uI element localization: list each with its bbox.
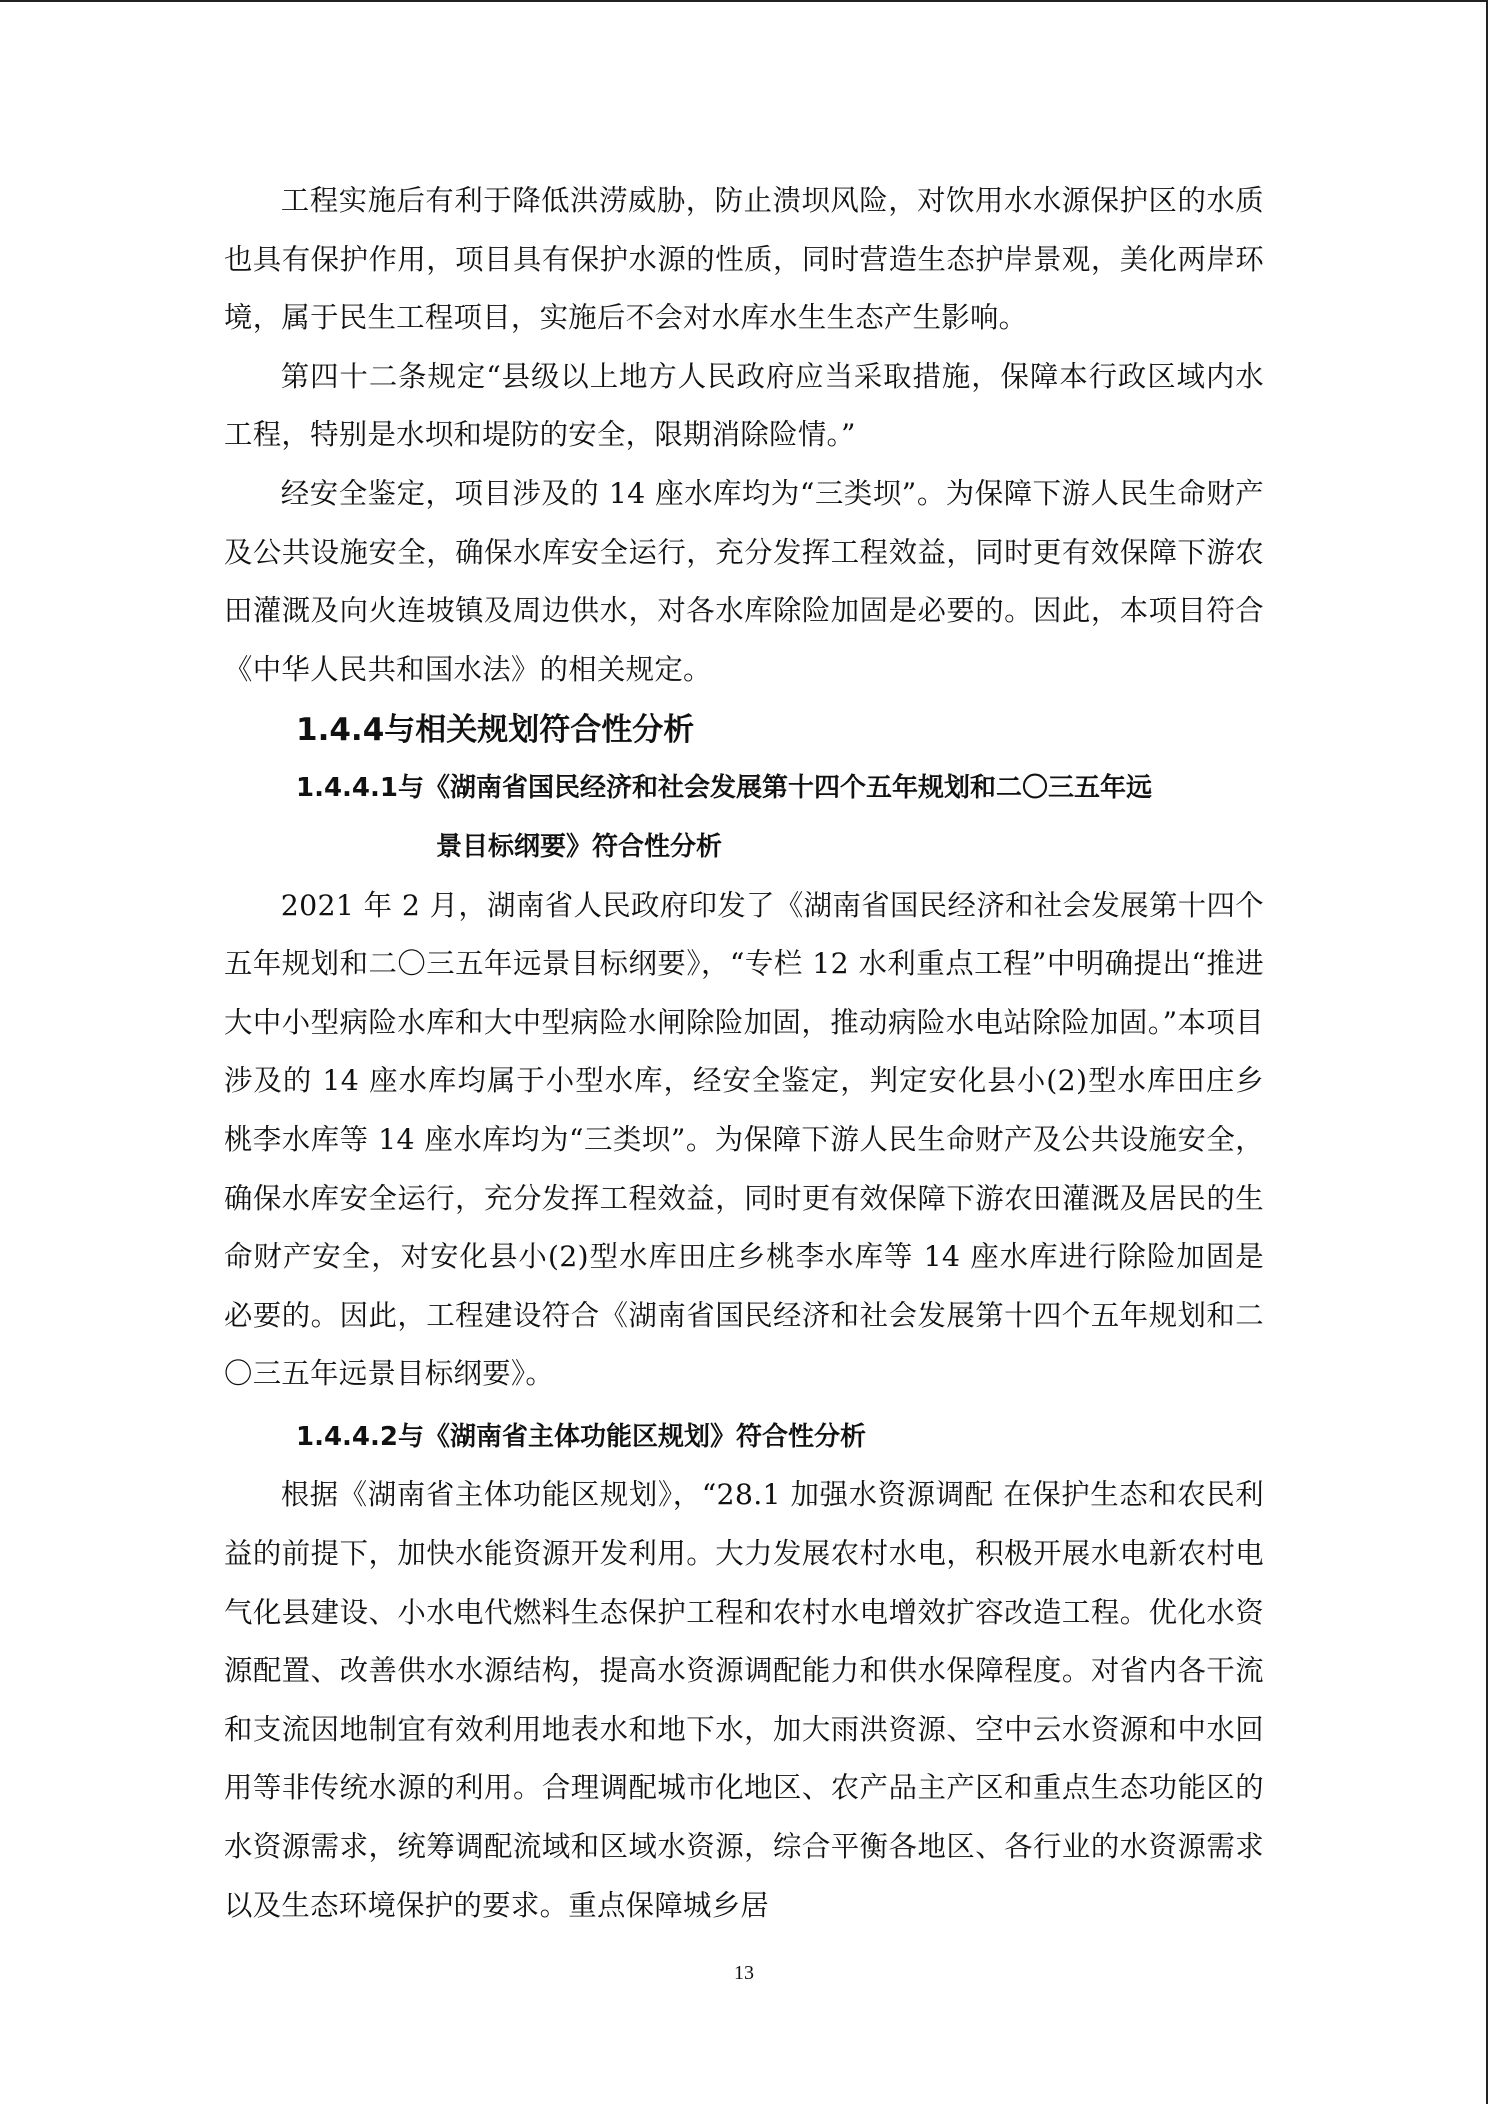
section-heading-1-4-4: 1.4.4与相关规划符合性分析 [296,712,695,749]
paragraph-main-function-zone: 根据《湖南省主体功能区规划》，“28.1 加强水资源调配 在保护生态和农民利益的前提下，加快水能资源开发利用。大力发展农村水电，积极开展水电新农村电气化县建设、小水电代燃料生态保护工程和农村水电增效扩容改造工程。优化水资源配置、改善供水水源结构，提高水资源调配能力和供水保障程度。对省内各干流和支流因地制宜有效利用地表水和地下水，加大雨洪资源、空中云水资源和中水回用等非传统水源的利用。合理调配城市化地区、农产品主产区和重点生态功能区的水资源需求，统筹调配流域和区域水资源，综合平衡各地区、各行业的水资源需求以及生态环境保护的要求。重点保障城乡居 [224,1478,1264,1922]
heading-line-1: 1.4.4.1与《湖南省国民经济和社会发展第十四个五年规划和二〇三五年远 [296,773,1152,804]
heading-line-2: 景目标纲要》符合性分析 [436,831,723,862]
paragraph-article-42: 第四十二条规定“县级以上地方人民政府应当采取措施，保障本行政区域内水工程，特别是水坝和堤防的安全，限期消除险情。” [224,359,1264,452]
paragraph-flood-protection: 工程实施后有利于降低洪涝威胁，防止溃坝风险，对饮用水水源保护区的水质也具有保护作用，项目具有保护水源的性质，同时营造生态护岸景观，美化两岸环境，属于民生工程项目，实施后不会对水库水生生态产生影响。 [224,184,1264,335]
section-heading-1-4-4-2: 1.4.4.2与《湖南省主体功能区规划》符合性分析 [296,1421,866,1452]
page-number: 13 [734,1962,754,1984]
paragraph-fourteenth-plan: 2021 年 2 月，湖南省人民政府印发了《湖南省国民经济和社会发展第十四个五年规划和二〇三五年远景目标纲要》，“专栏 12 水利重点工程”中明确提出“推进大中小型病险水库和大中型病险水闸除险加固，推动病险水电站除险加固。”本项目涉及的 14 座水库均属于小型水库，经安全鉴定，判定安化县小(2)型水库田庄乡桃李水库等 14 座水库均为“三类坝”。为保障下游人民生命财产及公共设施安全，确保水库安全运行，充分发挥工程效益，同时更有效保障下游农田灌溉及居民的生命财产安全，对安化县小(2)型水库田庄乡桃李水库等 14 座水库进行除险加固是必要的。因此，工程建设符合《湖南省国民经济和社会发展第十四个五年规划和二〇三五年远景目标纲要》。 [224,888,1264,1391]
page-body [224,172,1264,1935]
paragraph-safety-assessment: 经安全鉴定，项目涉及的 14 座水库均为“三类坝”。为保障下游人民生命财产及公共设施安全，确保水库安全运行，充分发挥工程效益，同时更有效保障下游农田灌溉及向火连坡镇及周边供水，对各水库除险加固是必要的。因此，本项目符合《中华人民共和国水法》的相关规定。 [224,476,1264,686]
section-heading-1-4-4-1 [224,759,1264,876]
